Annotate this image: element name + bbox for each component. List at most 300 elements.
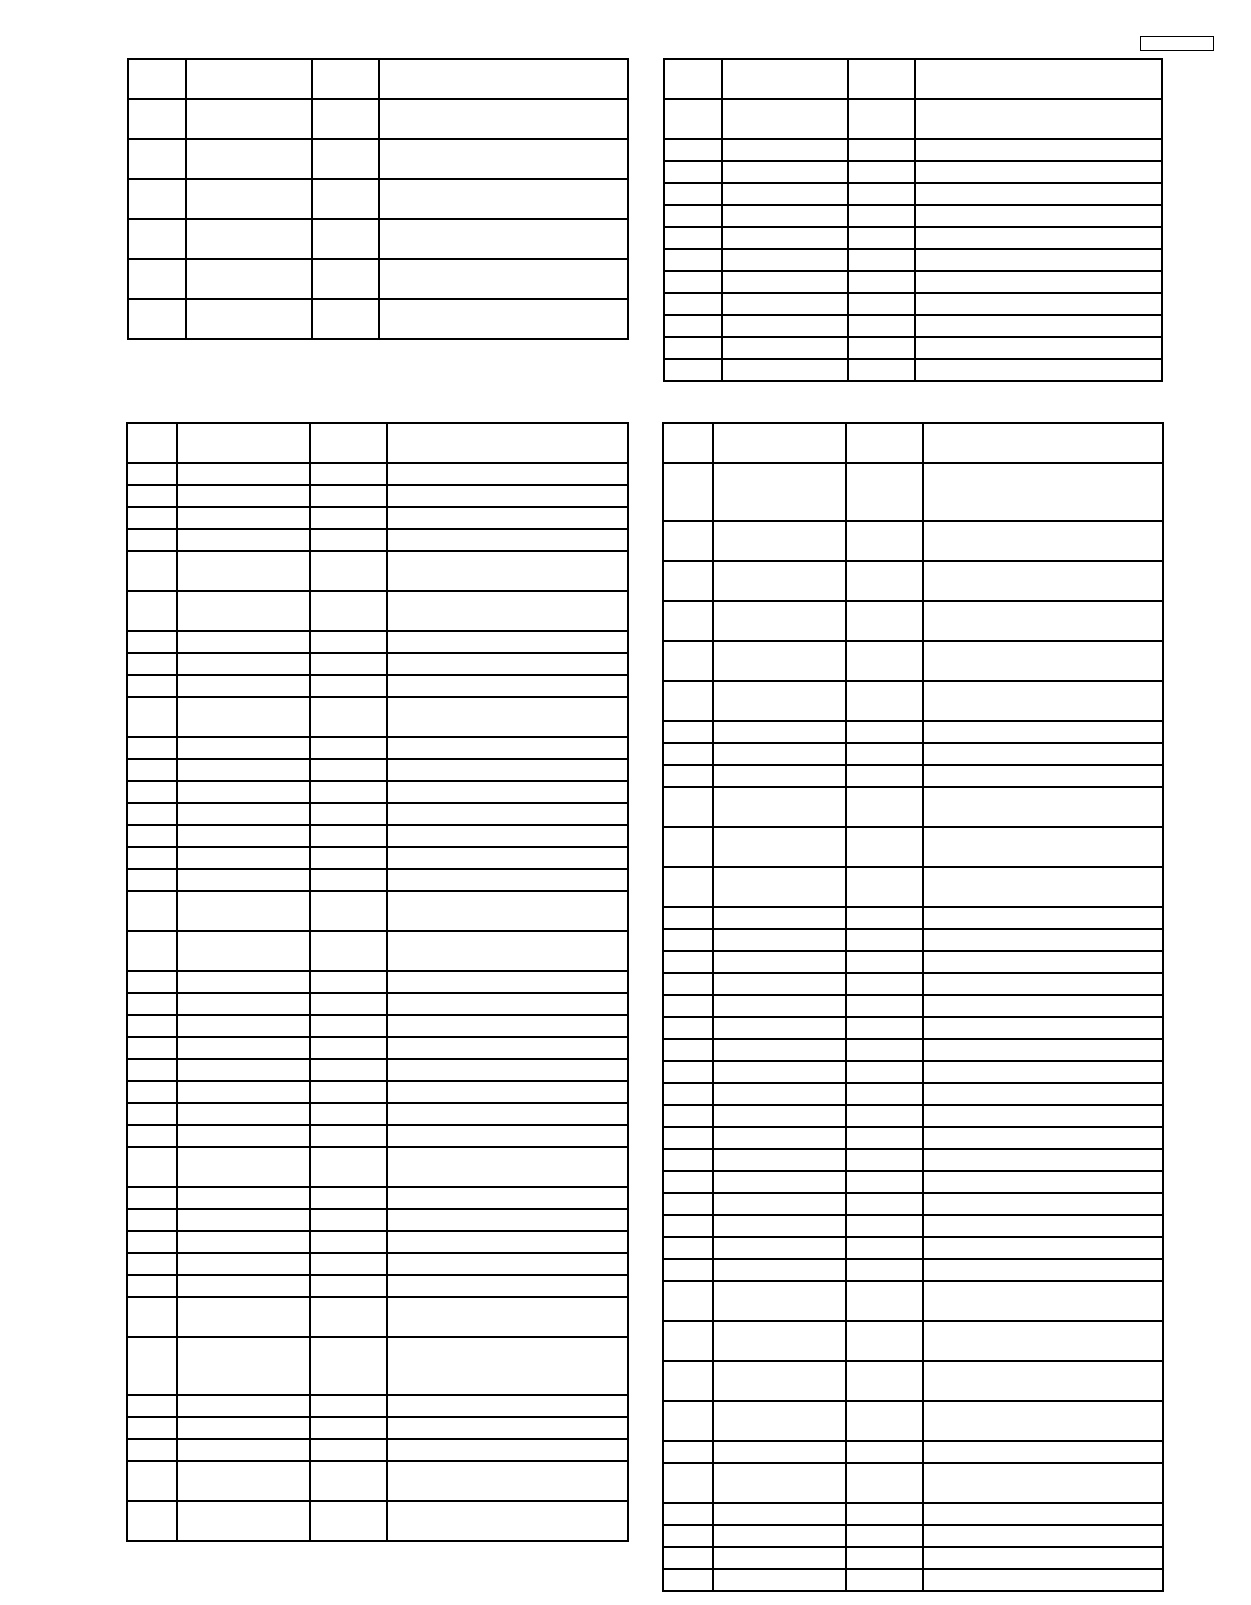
parts-table-top-right [663,58,1163,382]
table-cell [846,1547,923,1569]
table-cell [664,271,722,293]
table-cell [127,631,177,653]
table-cell [310,1395,387,1417]
table-cell [127,529,177,551]
table-cell [722,315,848,337]
table-cell [713,929,846,951]
table-cell [663,1463,713,1503]
table-row [127,653,628,675]
table-cell [663,1525,713,1547]
table-cell [177,591,310,631]
table-row [127,1147,628,1187]
table-row [663,765,1163,787]
table-cell [848,205,915,227]
table-row [127,737,628,759]
table-row [663,1569,1163,1591]
table-cell [127,1103,177,1125]
table-row [127,1231,628,1253]
table-cell [713,765,846,787]
table-cell [713,1569,846,1591]
table-row [663,1127,1163,1149]
table-cell [177,971,310,993]
table-cell [846,787,923,827]
table-cell [663,787,713,827]
table-cell [713,561,846,601]
table-row [127,485,628,507]
table-row [127,591,628,631]
table-cell [127,869,177,891]
table-cell [848,315,915,337]
table-cell [177,1059,310,1081]
table-cell [663,1361,713,1401]
table-cell [387,1275,628,1297]
table-row [663,1547,1163,1569]
table-cell [848,183,915,205]
table-cell [312,139,379,179]
table-cell [713,1105,846,1127]
table-row [127,759,628,781]
table-cell [923,1361,1163,1401]
table-cell [663,743,713,765]
table-cell [846,1525,923,1547]
table-cell [387,1147,628,1187]
table-cell [312,259,379,299]
table-cell [177,1209,310,1231]
table-cell [177,1037,310,1059]
table-cell [664,99,722,139]
table-cell [713,1127,846,1149]
table-cell [379,299,628,339]
table-cell [923,1171,1163,1193]
table-cell [127,1337,177,1395]
table-row [664,249,1162,271]
table-cell [663,1237,713,1259]
table-cell [127,781,177,803]
table-cell [713,1083,846,1105]
table-cell [663,1083,713,1105]
table-cell [923,995,1163,1017]
table-cell [127,463,177,485]
table-cell [713,641,846,681]
table-cell [846,929,923,951]
table-cell [177,1253,310,1275]
table-cell [663,907,713,929]
table-cell [713,907,846,929]
table-cell [713,1547,846,1569]
table-header-row [127,423,628,463]
table-cell [186,139,312,179]
table-cell [846,1321,923,1361]
table-cell [664,315,722,337]
table-cell [310,529,387,551]
table-cell [177,1125,310,1147]
table-cell [312,179,379,219]
table-cell [846,1401,923,1441]
table-row [663,561,1163,601]
table-row [664,315,1162,337]
table-cell [387,1395,628,1417]
table-cell [310,1461,387,1501]
table-cell [310,1297,387,1337]
table-cell [664,183,722,205]
table-row [127,697,628,737]
table-cell [310,1187,387,1209]
table-cell [310,1081,387,1103]
table-cell [846,1127,923,1149]
table-row [127,1439,628,1461]
table-row [127,847,628,869]
table-cell [846,907,923,929]
table-cell [177,847,310,869]
table-cell [848,359,915,381]
table-cell [310,781,387,803]
table-cell [713,1259,846,1281]
table-cell [923,1017,1163,1039]
table-row [663,1361,1163,1401]
table-row [663,787,1163,827]
table-row [663,1259,1163,1281]
table-row [663,1149,1163,1171]
table-row [127,631,628,653]
table-row [663,1061,1163,1083]
table-cell [177,1439,310,1461]
table-cell [663,601,713,641]
table-cell [713,1281,846,1321]
table-row [127,1501,628,1541]
table-cell [177,781,310,803]
table-row [663,1017,1163,1039]
table-cell [923,765,1163,787]
table-cell [387,803,628,825]
table-cell [387,1037,628,1059]
table-cell [713,1061,846,1083]
table-row [127,1103,628,1125]
table-cell [846,463,923,521]
table-cell [663,1547,713,1569]
table-row [128,299,628,339]
table-cell [915,271,1162,293]
table-cell [312,219,379,259]
table-cell [664,337,722,359]
table-cell [127,847,177,869]
table-cell [713,1149,846,1171]
parts-table-bottom-left [126,422,629,1542]
table-cell [663,521,713,561]
table-cell [663,929,713,951]
table-cell [387,847,628,869]
table-row [127,1337,628,1395]
table-cell [846,1361,923,1401]
table-cell [846,1463,923,1503]
table-cell [713,867,846,907]
table-cell [177,551,310,591]
table-cell [923,1547,1163,1569]
table-cell [915,205,1162,227]
table-cell [713,681,846,721]
table-cell [387,1015,628,1037]
table-cell [846,951,923,973]
table-cell [127,803,177,825]
table-cell [923,1039,1163,1061]
table-cell [387,781,628,803]
table-cell [663,1105,713,1127]
table-row [127,993,628,1015]
table-cell [923,1441,1163,1463]
table-cell [127,423,177,463]
table-cell [127,1015,177,1037]
table-cell [379,259,628,299]
table-cell [310,653,387,675]
table-cell [923,561,1163,601]
table-cell [310,697,387,737]
table-cell [177,1417,310,1439]
table-cell [713,1401,846,1441]
table-cell [664,227,722,249]
table-cell [663,681,713,721]
table-row [128,139,628,179]
table-row [127,551,628,591]
table-cell [848,161,915,183]
table-row [664,139,1162,161]
table-cell [923,787,1163,827]
table-cell [846,743,923,765]
table-cell [177,1147,310,1187]
table-cell [713,1237,846,1259]
table-cell [846,1149,923,1171]
table-cell [846,1193,923,1215]
table-cell [664,359,722,381]
table-cell [846,721,923,743]
table-header-row [128,59,628,99]
table-cell [846,1237,923,1259]
table-cell [663,1503,713,1525]
table-row [663,521,1163,561]
table-row [127,1253,628,1275]
table-cell [127,697,177,737]
table-cell [127,1209,177,1231]
table-cell [663,1127,713,1149]
table-cell [663,1281,713,1321]
table-cell [379,59,628,99]
table-cell [127,1059,177,1081]
table-cell [127,931,177,971]
table-row [127,931,628,971]
table-cell [177,507,310,529]
table-cell [663,867,713,907]
table-cell [713,1215,846,1237]
table-cell [664,205,722,227]
table-cell [127,1147,177,1187]
table-cell [713,1525,846,1547]
table-cell [663,1061,713,1083]
table-cell [310,423,387,463]
table-cell [387,971,628,993]
table-cell [713,1171,846,1193]
table-row [127,803,628,825]
table-cell [127,1275,177,1297]
parts-table-bottom-right [662,422,1164,1592]
table-cell [177,631,310,653]
table-cell [177,653,310,675]
table-cell [310,931,387,971]
table-cell [722,359,848,381]
table-row [663,1321,1163,1361]
table-cell [127,737,177,759]
table-cell [923,1061,1163,1083]
table-row [664,359,1162,381]
table-cell [128,139,186,179]
table-cell [664,139,722,161]
table-cell [664,59,722,99]
table-cell [127,1461,177,1501]
table-cell [846,561,923,601]
table-cell [127,675,177,697]
table-cell [127,1439,177,1461]
table-cell [713,601,846,641]
table-cell [713,973,846,995]
table-cell [846,1039,923,1061]
table-cell [387,1059,628,1081]
table-cell [127,1417,177,1439]
table-cell [310,1125,387,1147]
table-cell [177,993,310,1015]
table-cell [848,249,915,271]
table-cell [127,891,177,931]
table-cell [310,591,387,631]
table-cell [128,179,186,219]
table-cell [128,259,186,299]
table-row [664,183,1162,205]
table-cell [127,993,177,1015]
table-row [663,1441,1163,1463]
table-cell [127,507,177,529]
table-cell [387,591,628,631]
table-cell [713,1503,846,1525]
table-cell [663,765,713,787]
table-row [663,1215,1163,1237]
table-cell [310,1209,387,1231]
table-cell [310,1147,387,1187]
table-cell [923,1569,1163,1591]
table-cell [923,681,1163,721]
table-cell [177,759,310,781]
table-cell [387,931,628,971]
table-row [663,907,1163,929]
table-cell [923,1525,1163,1547]
table-cell [663,1215,713,1237]
table-cell [846,641,923,681]
table-cell [923,929,1163,951]
table-cell [387,891,628,931]
table-cell [846,867,923,907]
table-cell [387,653,628,675]
table-cell [846,765,923,787]
table-cell [915,337,1162,359]
table-cell [923,521,1163,561]
table-cell [713,1017,846,1039]
table-cell [846,1083,923,1105]
table-cell [387,1231,628,1253]
table-cell [846,681,923,721]
table-row [664,337,1162,359]
table-cell [387,463,628,485]
table-row [663,1193,1163,1215]
table-cell [663,1259,713,1281]
table-row [127,675,628,697]
table-cell [387,1125,628,1147]
table-row [127,891,628,931]
table-cell [923,1259,1163,1281]
table-cell [846,1503,923,1525]
table-row [127,1417,628,1439]
table-cell [310,1231,387,1253]
table-cell [310,463,387,485]
table-cell [127,653,177,675]
table-cell [387,1209,628,1231]
table-cell [128,99,186,139]
table-cell [127,1253,177,1275]
table-cell [177,1081,310,1103]
table-cell [387,1439,628,1461]
table-cell [387,1337,628,1395]
table-cell [664,161,722,183]
table-cell [387,485,628,507]
table-row [127,971,628,993]
table-row [663,641,1163,681]
table-cell [848,227,915,249]
table-cell [923,867,1163,907]
table-cell [663,1401,713,1441]
table-cell [310,1275,387,1297]
table-cell [310,485,387,507]
table-cell [177,869,310,891]
table-cell [846,1105,923,1127]
table-cell [923,1281,1163,1321]
table-cell [312,99,379,139]
table-cell [915,359,1162,381]
table-cell [177,529,310,551]
table-cell [663,423,713,463]
table-cell [379,139,628,179]
table-cell [846,973,923,995]
table-cell [923,907,1163,929]
table-cell [177,1275,310,1297]
table-cell [663,463,713,521]
table-cell [186,179,312,219]
table-cell [177,803,310,825]
table-cell [722,227,848,249]
table-cell [310,869,387,891]
table-row [663,1039,1163,1061]
table-row [127,1187,628,1209]
table-row [127,463,628,485]
table-cell [915,139,1162,161]
table-cell [923,1083,1163,1105]
table-cell [127,759,177,781]
table-cell [310,1059,387,1081]
table-cell [713,1463,846,1503]
table-cell [846,521,923,561]
table-cell [663,951,713,973]
table-cell [127,825,177,847]
table-cell [387,737,628,759]
table-cell [127,1501,177,1541]
table-cell [846,995,923,1017]
table-row [664,99,1162,139]
table-cell [127,591,177,631]
table-cell [310,1337,387,1395]
table-cell [387,1297,628,1337]
